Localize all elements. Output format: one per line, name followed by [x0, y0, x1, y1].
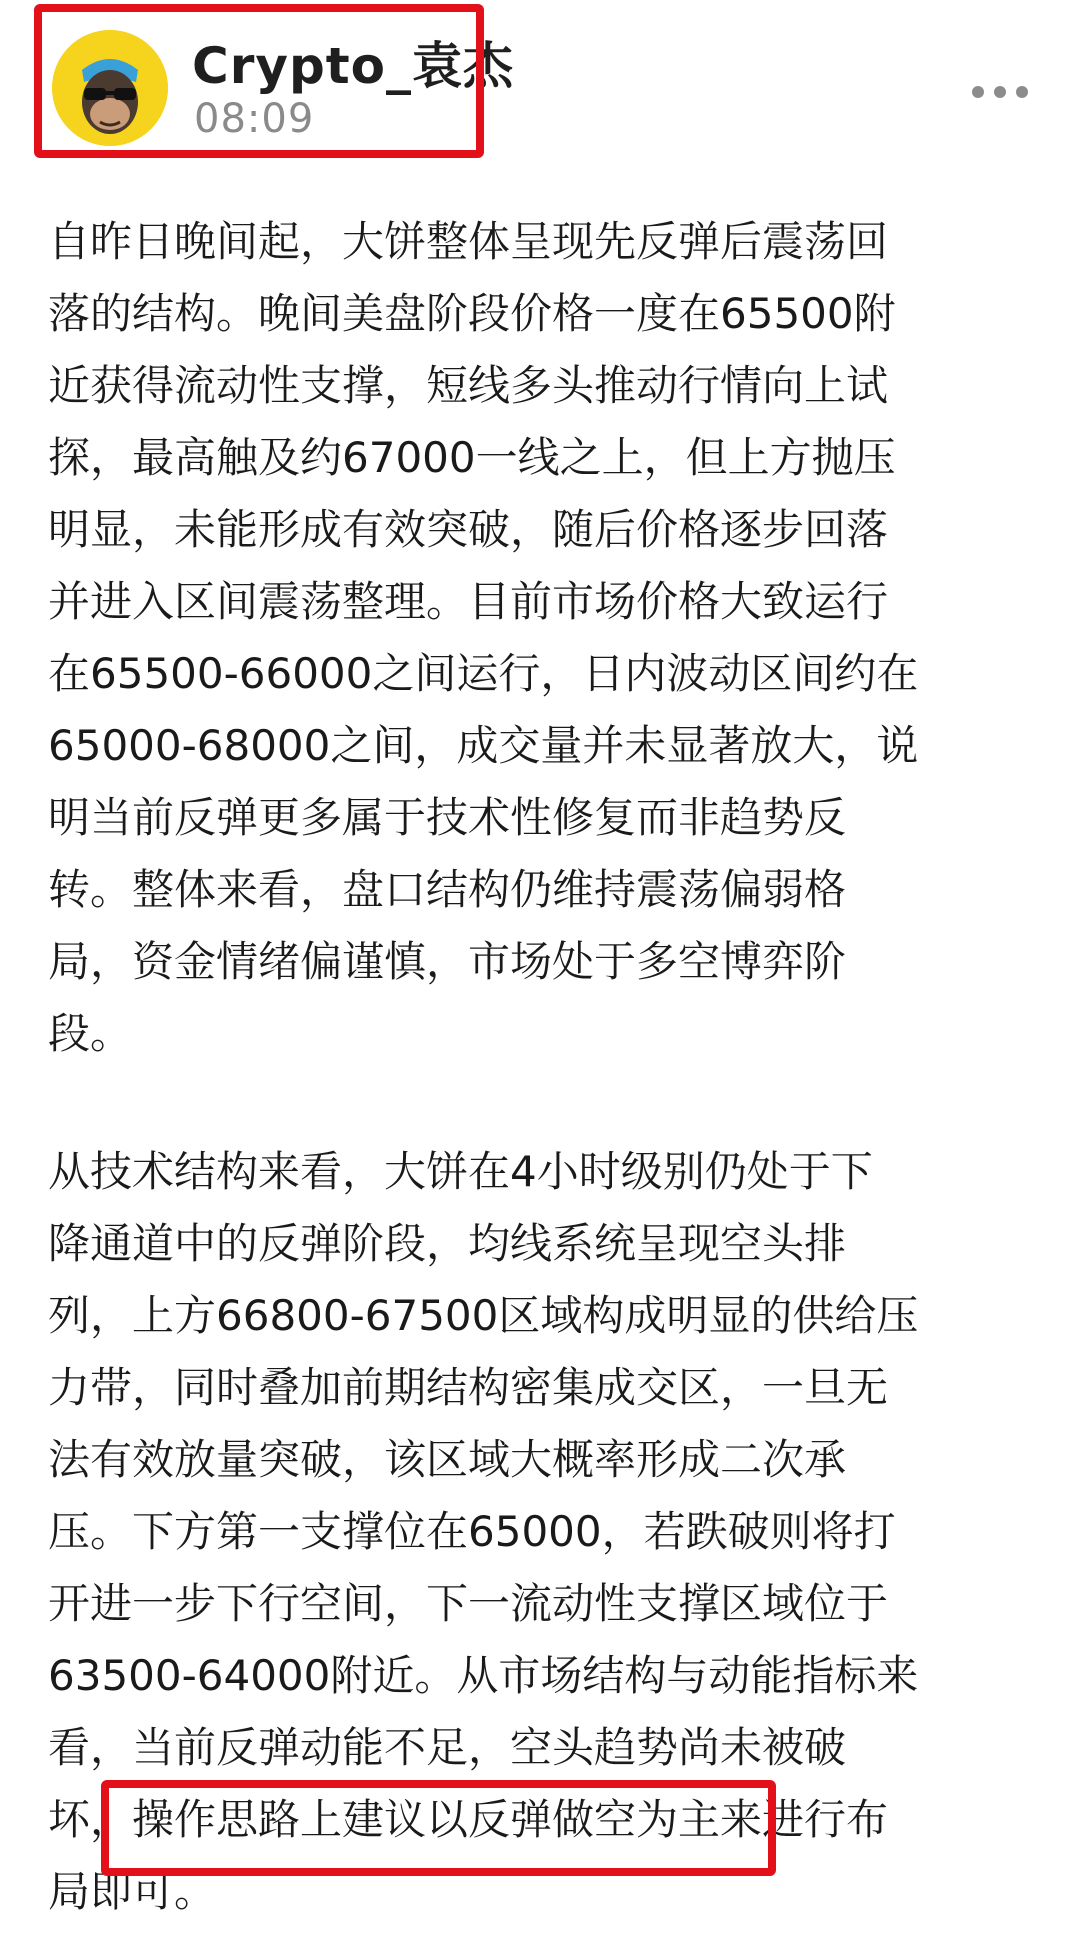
text-line: 自昨日晚间起，大饼整体呈现先反弹后震荡回: [48, 217, 889, 266]
text-line: 在65500-66000之间运行，日内波动区间约在: [48, 649, 919, 698]
post-paragraph-1: [48, 206, 1038, 1070]
text-line: 探，最高触及约67000一线之上，但上方抛压: [48, 433, 896, 482]
text-line: 看，当前反弹动能不足，空头趋势尚未被破: [48, 1723, 847, 1772]
post-header: [0, 0, 1080, 170]
author-annotation-box: [34, 4, 484, 158]
text-line: 63500-64000附近。从市场结构与动能指标来: [48, 1651, 919, 1700]
text-line: 开进一步下行空间，下一流动性支撑区域位于: [48, 1579, 889, 1628]
text-line: 法有效放量突破，该区域大概率形成二次承: [48, 1435, 847, 1484]
text-line: 压。下方第一支撑位在65000，若跌破则将打: [48, 1507, 896, 1556]
text-line: 转。整体来看，盘口结构仍维持震荡偏弱格: [48, 865, 847, 914]
text-line: 段。: [48, 1009, 133, 1058]
text-line: 并进入区间震荡整理。目前市场价格大致运行: [48, 577, 889, 626]
post-time: 08:09: [194, 96, 315, 142]
text-line: 列，上方66800-67500区域构成明显的供给压: [48, 1291, 919, 1340]
more-dots-icon[interactable]: [972, 72, 1032, 112]
text-line: 降通道中的反弹阶段，均线系统呈现空头排: [48, 1219, 847, 1268]
text-line: 局，资金情绪偏谨慎，市场处于多空博弈阶: [48, 937, 847, 986]
text-line: 近获得流动性支撑，短线多头推动行情向上试: [48, 361, 889, 410]
text-line: 从技术结构来看，大饼在4小时级别仍处于下: [48, 1147, 873, 1196]
text-line: 落的结构。晚间美盘阶段价格一度在65500附: [48, 289, 896, 338]
text-line: 65000-68000之间，成交量并未显著放大，说: [48, 721, 919, 770]
author-name[interactable]: Crypto_袁杰: [192, 37, 514, 95]
text-line: 力带，同时叠加前期结构密集成交区，一旦无: [48, 1363, 889, 1412]
text-line: 明当前反弹更多属于技术性修复而非趋势反: [48, 793, 847, 842]
text-line: 局即可。: [48, 1867, 217, 1916]
text-line: 坏，操作思路上建议以反弹做空为主来进行布: [48, 1795, 889, 1844]
text-line: 明显，未能形成有效突破，随后价格逐步回落: [48, 505, 889, 554]
post-paragraph-2: [48, 1136, 1038, 1928]
